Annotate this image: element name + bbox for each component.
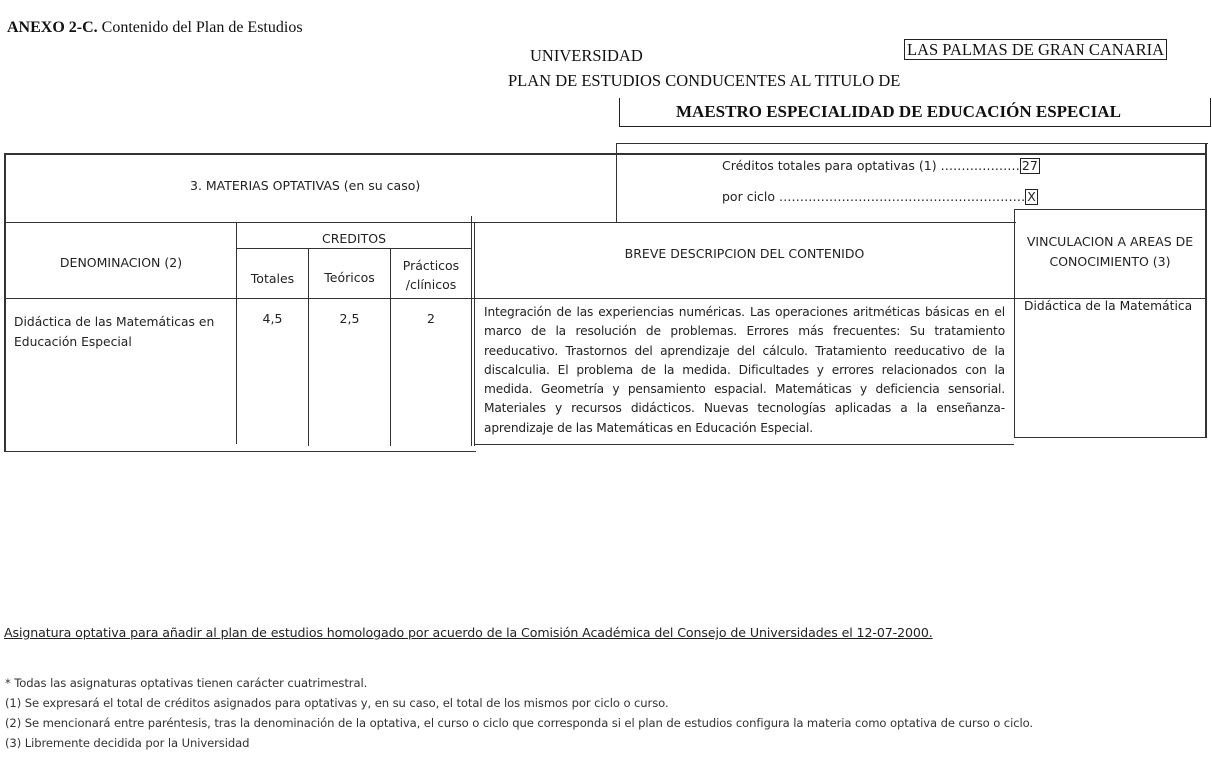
row-vinculacion: Didáctica de la Matemática — [1024, 299, 1193, 313]
degree-title: MAESTRO ESPECIALIDAD DE EDUCACIÓN ESPECIAL — [676, 102, 1121, 121]
header-vinculacion-line2: CONOCIMIENTO (3) — [1049, 254, 1171, 269]
header-creditos: CREDITOS — [321, 231, 387, 246]
header-vinculacion-line1: VINCULACION A AREAS DE — [1026, 234, 1194, 249]
annex-text: Contenido del Plan de Estudios — [97, 19, 303, 36]
row-practicos: 2 — [427, 311, 435, 326]
university-label: UNIVERSIDAD — [530, 46, 643, 65]
header-totales: Totales — [250, 271, 295, 286]
footer-main-note: Asignatura optativa para añadir al plan de estudios homologado por acuerdo de la Comisión Académica del Consejo de Universidades el 12-07-2000. — [4, 625, 933, 640]
credits-total-dots: ................... — [940, 158, 1020, 173]
annex-prefix: ANEXO 2-C. — [7, 19, 98, 36]
row-teoricos: 2,5 — [339, 311, 360, 326]
per-cycle-label: por ciclo — [722, 189, 776, 204]
credits-total-value: 27 — [1021, 158, 1038, 173]
credits-total-row — [722, 158, 1040, 174]
footnote-3: (3) Libremente decidida por la Universidad — [5, 736, 250, 750]
header-practicos-line1: Prácticos — [402, 258, 460, 273]
header-practicos-line2: /clínicos — [405, 277, 457, 292]
per-cycle-value: X — [1027, 189, 1036, 204]
row-denominacion: Didáctica de las Matemáticas en Educación Especial — [14, 315, 215, 349]
row-totales: 4,5 — [262, 311, 283, 326]
per-cycle-dots: ........................................................... — [779, 189, 1026, 204]
header-descripcion: BREVE DESCRIPCION DEL CONTENIDO — [624, 246, 865, 261]
footnote-asterisk: * Todas las asignaturas optativas tienen carácter cuatrimestral. — [5, 676, 368, 690]
header-practicos — [391, 256, 471, 294]
plan-title: PLAN DE ESTUDIOS CONDUCENTES AL TITULO DE — [508, 71, 901, 90]
header-denominacion: DENOMINACION (2) — [59, 255, 183, 270]
header-teoricos: Teóricos — [324, 270, 375, 285]
university-name: LAS PALMAS DE GRAN CANARIA — [904, 39, 1167, 60]
per-cycle-row — [722, 189, 1038, 205]
section-title: 3. MATERIAS OPTATIVAS (en su caso) — [190, 178, 421, 193]
header-vinculacion — [1015, 232, 1205, 272]
annex-heading — [7, 19, 303, 37]
footnote-2: (2) Se mencionará entre paréntesis, tras la denominación de la optativa, el curso o ciclo que corresponda si el plan de estudios configura la materia como optativa de curso o ciclo. — [5, 716, 1033, 730]
footnote-1: (1) Se expresará el total de créditos asignados para optativas y, en su caso, el total de los mismos por ciclo o curso. — [5, 696, 669, 710]
credits-total-label: Créditos totales para optativas (1) — [722, 158, 937, 173]
row-descripcion: Integración de las experiencias numéricas. Las operaciones aritméticas básicas en el marco de la resolución de problemas. Errores más frecuentes: Su tratamiento reeducativo. Trastornos del aprendizaje del cálculo. Tratamiento reeducativo de la discalculia. El problema de la medida. Dificultades y errores relacionados con la medida. Geometría y pensamiento espacial. Matemáticas y deficiencia sensorial. Materiales y recursos didácticos. Nuevas tecnologías aplicadas a la enseñanza-aprendizaje de las Matemáticas en Educación Especial. — [484, 305, 1005, 435]
